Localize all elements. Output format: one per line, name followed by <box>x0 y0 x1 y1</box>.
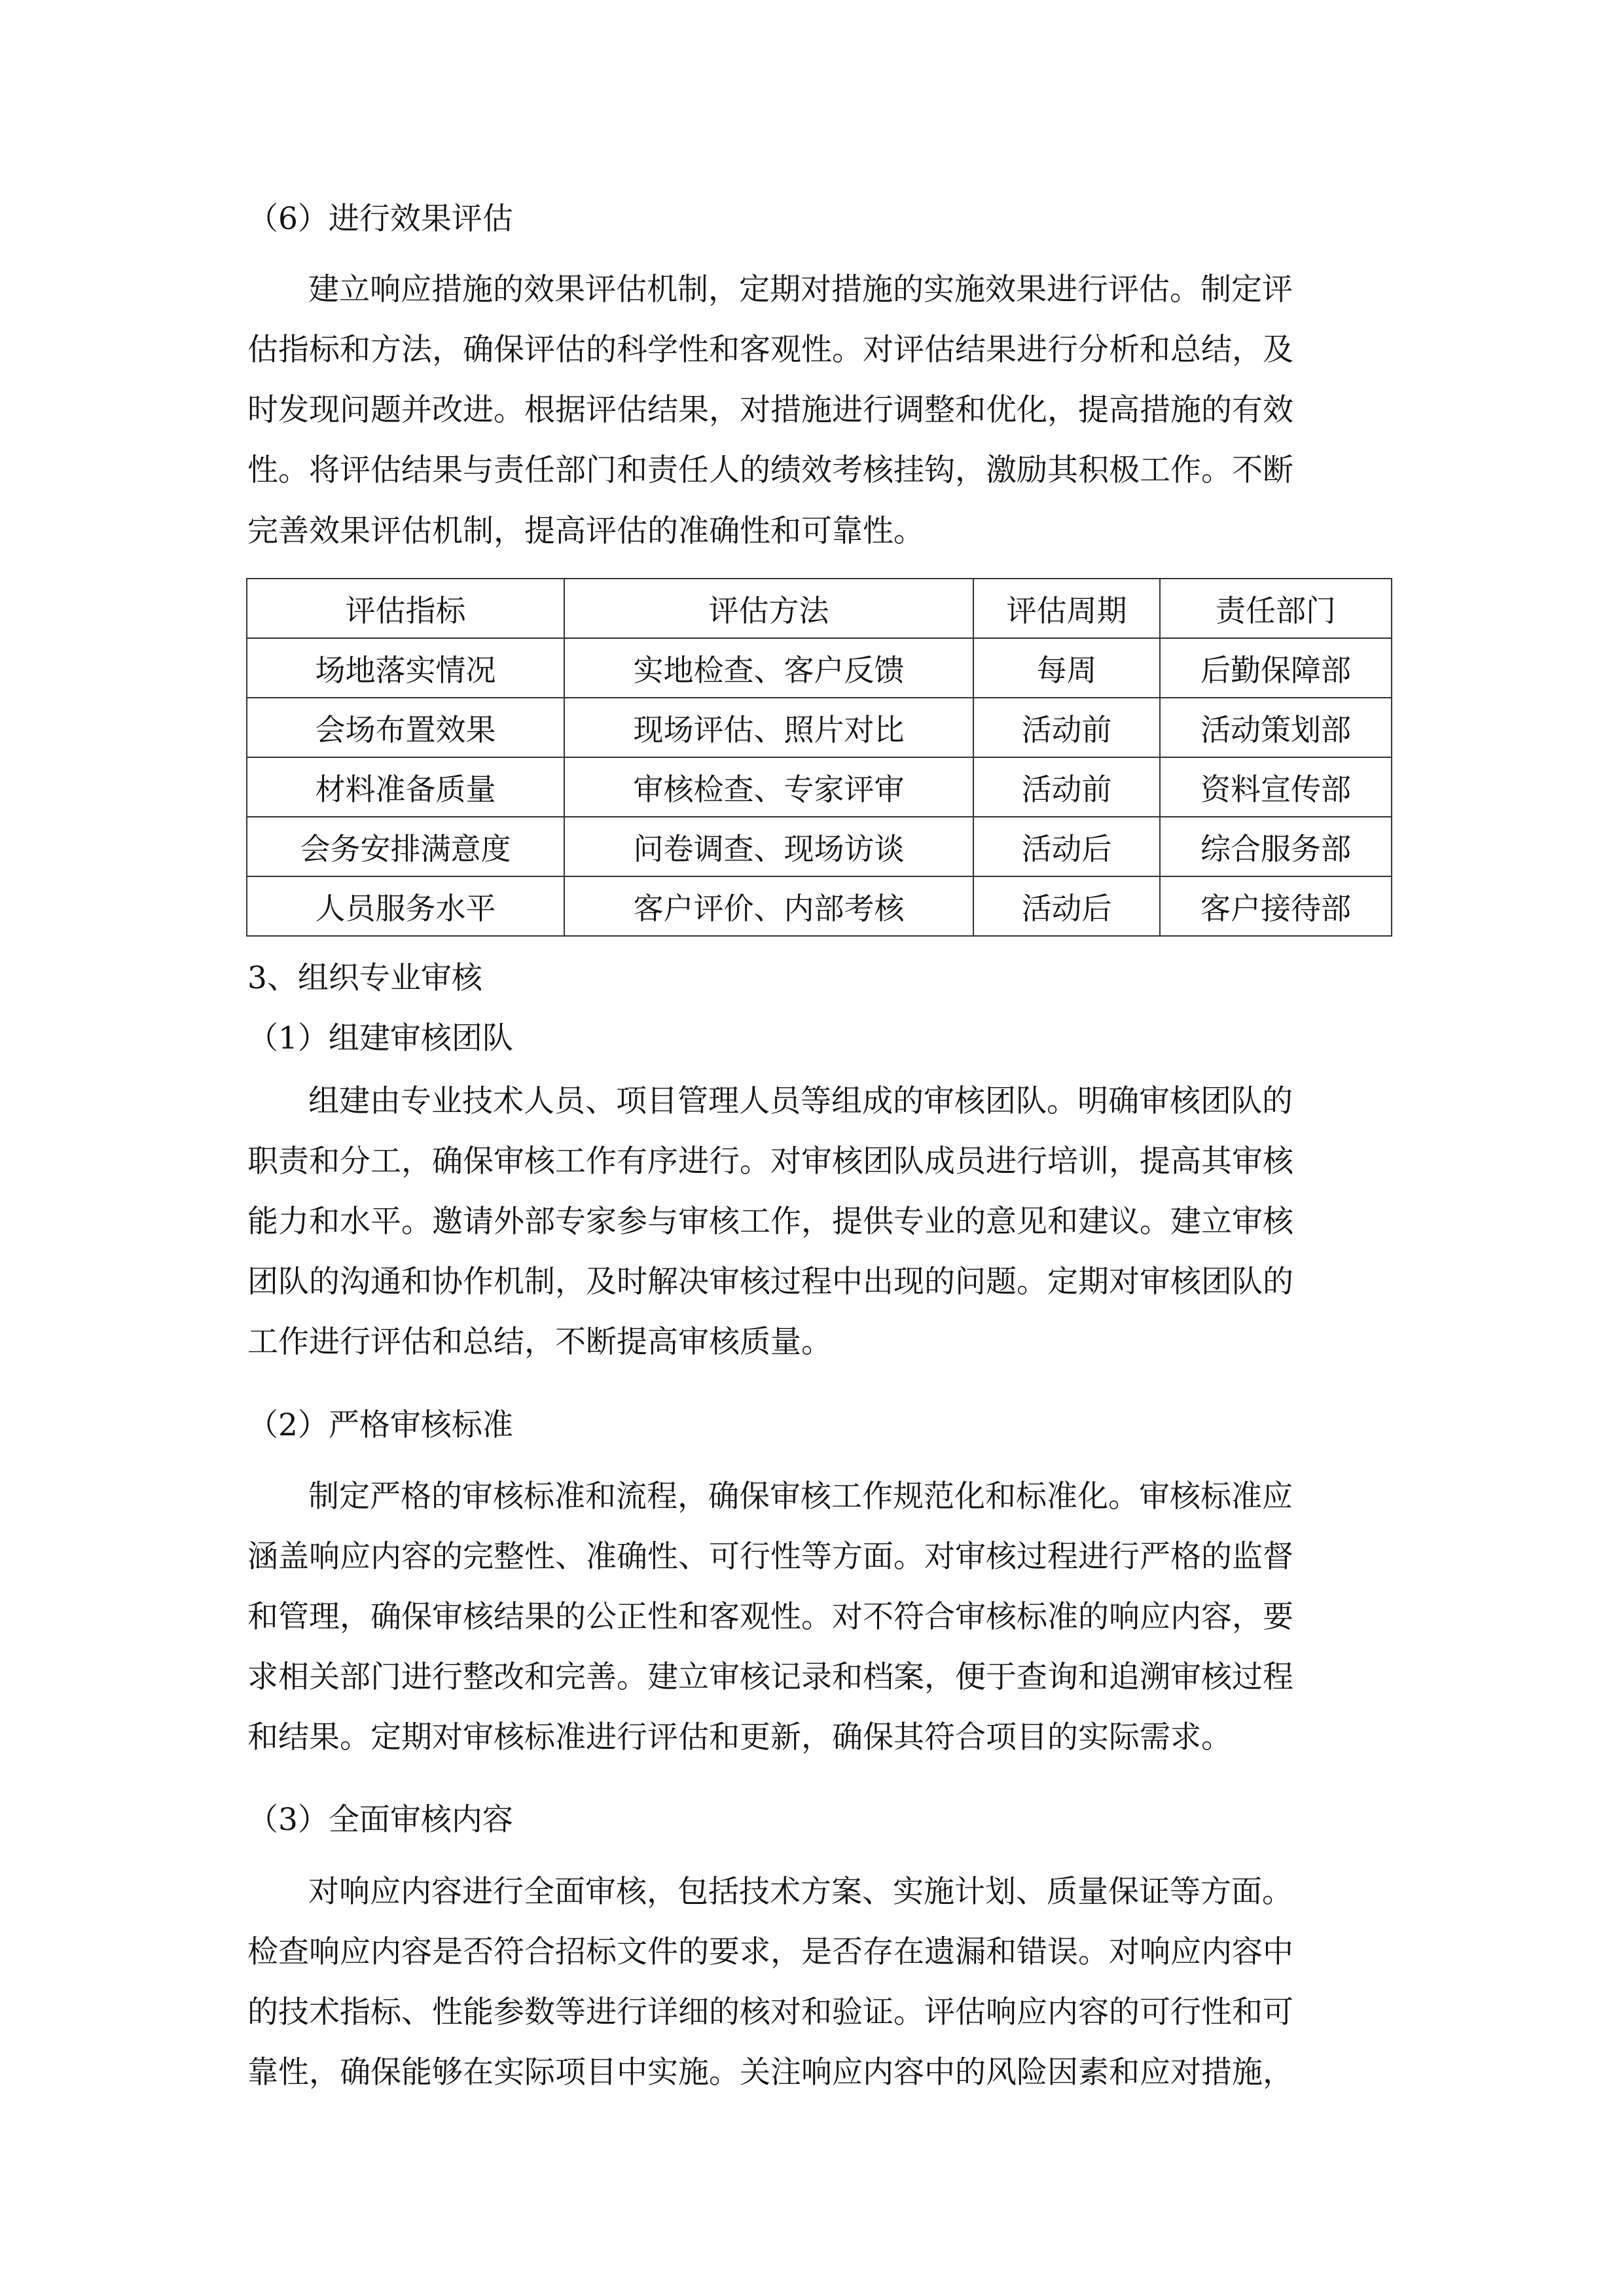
evaluation-table <box>246 578 1392 937</box>
section-3-3-title: （3）全面审核内容 <box>247 1802 513 1838</box>
section-6-line-1: 建立响应措施的效果评估机制，定期对措施的实施效果进行评估。制定评 <box>308 272 1293 308</box>
section-6-line-3: 时发现问题并改进。根据评估结果，对措施进行调整和优化，提高措施的有效 <box>247 392 1293 428</box>
cell-department: 客户接待部 <box>1160 876 1392 936</box>
cell-method: 实地检查、客户反馈 <box>564 638 973 698</box>
section-3-title: 3、组织专业审核 <box>247 960 482 996</box>
section-3-2-line-1: 制定严格的审核标准和流程，确保审核工作规范化和标准化。审核标准应 <box>308 1479 1293 1515</box>
cell-method: 客户评价、内部考核 <box>564 876 973 936</box>
section-3-1-title: （1）组建审核团队 <box>247 1020 513 1056</box>
section-6-line-5: 完善效果评估机制，提高评估的准确性和可靠性。 <box>247 513 924 549</box>
table-row <box>247 757 1392 817</box>
cell-indicator: 人员服务水平 <box>247 876 564 936</box>
section-6-line-2: 估指标和方法，确保评估的科学性和客观性。对评估结果进行分析和总结，及 <box>247 332 1293 368</box>
cell-department: 活动策划部 <box>1160 698 1392 757</box>
cell-period: 活动后 <box>973 817 1160 876</box>
cell-period: 每周 <box>973 638 1160 698</box>
cell-department: 后勤保障部 <box>1160 638 1392 698</box>
cell-method: 问卷调查、现场访谈 <box>564 817 973 876</box>
section-3-3-line-4: 靠性，确保能够在实际项目中实施。关注响应内容中的风险因素和应对措施， <box>247 2054 1293 2090</box>
section-3-2-line-4: 求相关部门进行整改和完善。建立审核记录和档案，便于查询和追溯审核过程 <box>247 1659 1293 1695</box>
header-method: 评估方法 <box>564 579 973 638</box>
header-department: 责任部门 <box>1160 579 1392 638</box>
cell-method: 审核检查、专家评审 <box>564 757 973 817</box>
section-3-1-line-5: 工作进行评估和总结，不断提高审核质量。 <box>247 1324 832 1360</box>
section-3-2-line-3: 和管理，确保审核结果的公正性和客观性。对不符合审核标准的响应内容，要 <box>247 1599 1293 1635</box>
section-3-3-line-3: 的技术指标、性能参数等进行详细的核对和验证。评估响应内容的可行性和可 <box>247 1994 1293 2030</box>
cell-indicator: 场地落实情况 <box>247 638 564 698</box>
table-row <box>247 876 1392 936</box>
cell-indicator: 会场布置效果 <box>247 698 564 757</box>
section-3-1-line-4: 团队的沟通和协作机制，及时解决审核过程中出现的问题。定期对审核团队的 <box>247 1264 1293 1300</box>
table-header-row <box>247 579 1392 638</box>
cell-period: 活动后 <box>973 876 1160 936</box>
table-row <box>247 698 1392 757</box>
cell-indicator: 材料准备质量 <box>247 757 564 817</box>
header-period: 评估周期 <box>973 579 1160 638</box>
cell-department: 综合服务部 <box>1160 817 1392 876</box>
section-3-1-line-1: 组建由专业技术人员、项目管理人员等组成的审核团队。明确审核团队的 <box>308 1083 1293 1119</box>
cell-indicator: 会务安排满意度 <box>247 817 564 876</box>
section-3-2-title: （2）严格审核标准 <box>247 1407 513 1443</box>
section-3-2-line-5: 和结果。定期对审核标准进行评估和更新，确保其符合项目的实际需求。 <box>247 1719 1232 1755</box>
section-3-1-line-2: 职责和分工，确保审核工作有序进行。对审核团队成员进行培训，提高其审核 <box>247 1143 1293 1179</box>
section-6-title: （6）进行效果评估 <box>247 201 513 237</box>
section-3-3-line-2: 检查响应内容是否符合招标文件的要求，是否存在遗漏和错误。对响应内容中 <box>247 1934 1293 1970</box>
table-row <box>247 817 1392 876</box>
section-3-3-line-1: 对响应内容进行全面审核，包括技术方案、实施计划、质量保证等方面。 <box>308 1874 1293 1910</box>
section-6-line-4: 性。将评估结果与责任部门和责任人的绩效考核挂钩，激励其积极工作。不断 <box>247 452 1293 488</box>
table-row <box>247 638 1392 698</box>
cell-department: 资料宣传部 <box>1160 757 1392 817</box>
header-indicator: 评估指标 <box>247 579 564 638</box>
section-3-2-line-2: 涵盖响应内容的完整性、准确性、可行性等方面。对审核过程进行严格的监督 <box>247 1539 1293 1575</box>
cell-period: 活动前 <box>973 698 1160 757</box>
cell-method: 现场评估、照片对比 <box>564 698 973 757</box>
section-3-1-line-3: 能力和水平。邀请外部专家参与审核工作，提供专业的意见和建议。建立审核 <box>247 1204 1293 1240</box>
cell-period: 活动前 <box>973 757 1160 817</box>
